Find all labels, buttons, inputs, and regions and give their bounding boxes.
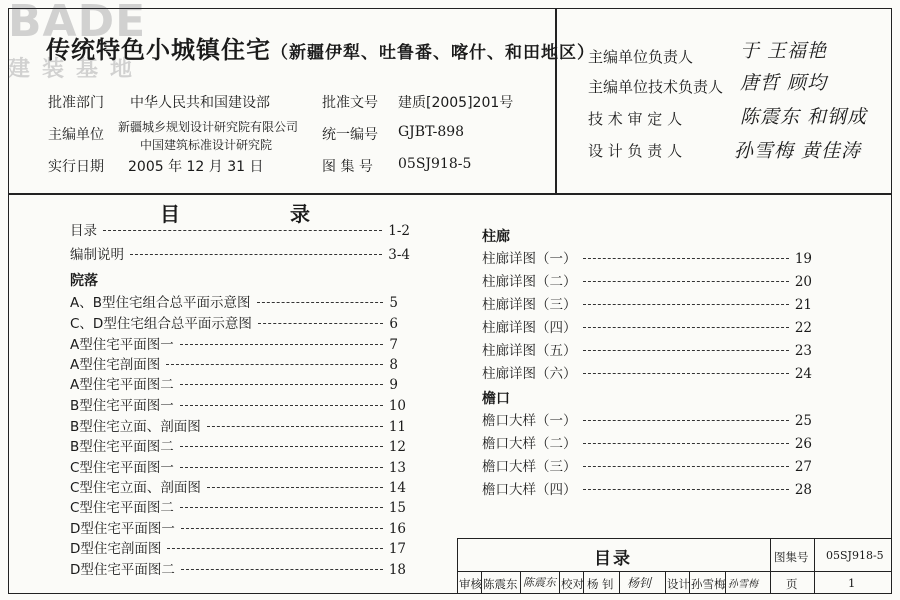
signature-reviewer: 陈震东 和钢成: [740, 106, 868, 128]
page-title: [46, 30, 595, 65]
toc-item[interactable]: A型住宅平面图一 7: [70, 337, 398, 353]
toc-item[interactable]: 柱廊详图（二） 20: [482, 274, 812, 290]
toc-item[interactable]: 柱廊详图（三） 21: [482, 297, 812, 313]
toc-item[interactable]: B型住宅立面、剖面图 11: [70, 419, 406, 435]
tb-page-label: 页: [786, 577, 798, 591]
signature-label-tech-chief: 主编单位技术负责人: [588, 78, 724, 96]
approval-dept-label: 批准部门: [48, 95, 104, 111]
watermark-tagline: 建装基地: [8, 57, 145, 82]
watermark-logo: BADE: [8, 0, 147, 47]
atlas-no: 05SJ918-5: [398, 156, 472, 172]
tb-check-name: 杨 钊: [587, 577, 614, 591]
signature-tech-chief: 唐哲 顾均: [740, 72, 828, 94]
unified-no: GJBT-898: [398, 124, 465, 140]
signature-chief-unit: 于 王福艳: [740, 40, 828, 62]
toc-heading: 目录: [160, 202, 420, 226]
toc-item[interactable]: 柱廊详图（一） 19: [482, 251, 812, 267]
tb-div: [619, 571, 620, 594]
atlas-no-label: 图 集 号: [322, 159, 373, 175]
toc-item[interactable]: 檐口大样（二） 26: [482, 436, 812, 452]
toc-item[interactable]: C型住宅平面图一 13: [70, 460, 406, 476]
toc-section-colonnade: 柱廊: [482, 229, 510, 245]
toc-item[interactable]: C型住宅平面图二 15: [70, 500, 406, 516]
title-block-atlas-label: 图集号: [774, 550, 809, 564]
toc-item[interactable]: C、D型住宅组合总平面示意图 6: [70, 316, 398, 332]
tb-design-signature: 孙雪梅: [728, 579, 758, 590]
approval-doc-label: 批准文号: [322, 95, 378, 111]
tb-design-label: 设计: [667, 577, 690, 591]
title-subtitle: （新疆伊犁、吐鲁番、喀什、和田地区）: [271, 43, 595, 63]
tb-review-label: 审核: [459, 577, 482, 591]
tb-div: [520, 571, 521, 594]
title-block-title: 目录: [594, 549, 632, 569]
unified-no-label: 统一编号: [322, 127, 378, 143]
toc-item[interactable]: 柱廊详图（六） 24: [482, 366, 812, 382]
title-block-vline-1: [770, 538, 771, 594]
toc-item[interactable]: A型住宅平面图二 9: [70, 377, 398, 393]
toc-section-eaves: 檐口: [482, 391, 510, 407]
tb-check-signature: 杨钊: [627, 576, 652, 590]
title-block-vline-2: [814, 538, 815, 594]
title-main-text: 传统特色小城镇住宅: [46, 36, 271, 64]
impl-date-label: 实行日期: [48, 159, 104, 175]
header-divider: [8, 193, 892, 195]
toc-item[interactable]: 檐口大样（三） 27: [482, 459, 812, 475]
toc-item[interactable]: A、B型住宅组合总平面示意图 5: [70, 295, 398, 311]
toc-item[interactable]: 檐口大样（一） 25: [482, 413, 812, 429]
toc-item[interactable]: A型住宅剖面图 8: [70, 357, 398, 373]
title-block-hline: [457, 571, 892, 572]
toc-item[interactable]: 柱廊详图（五） 23: [482, 343, 812, 359]
editor-unit-1: 新疆城乡规划设计研究院有限公司: [118, 120, 299, 134]
approval-dept: 中华人民共和国建设部: [130, 95, 270, 111]
impl-date: 2005 年 12 月 31 日: [128, 159, 264, 175]
toc-item[interactable]: C型住宅立面、剖面图 14: [70, 480, 406, 496]
toc-item[interactable]: B型住宅平面图二 12: [70, 439, 406, 455]
toc-item[interactable]: B型住宅平面图一 10: [70, 398, 406, 414]
tb-review-signature: 陈震东: [523, 576, 556, 589]
tb-check-label: 校对: [561, 577, 584, 591]
tb-design-name: 孙雪梅: [691, 577, 726, 591]
toc-item[interactable]: D型住宅平面图二 18: [70, 562, 406, 578]
toc-item[interactable]: D型住宅剖面图 17: [70, 541, 406, 557]
tb-review-name: 陈震东: [483, 577, 518, 591]
toc-item[interactable]: 柱廊详图（四） 22: [482, 320, 812, 336]
editor-unit-2: 中国建筑标准设计研究院: [140, 138, 273, 152]
signature-label-chief-unit: 主编单位负责人: [588, 48, 694, 66]
signature-designer: 孙雪梅 黄佳涛: [734, 140, 862, 162]
toc-section-courtyard: 院落: [70, 273, 98, 289]
toc-item[interactable]: 编制说明 3-4: [70, 247, 410, 263]
toc-item[interactable]: 檐口大样（四） 28: [482, 482, 812, 498]
toc-item[interactable]: D型住宅平面图一 16: [70, 521, 406, 537]
editor-unit-label: 主编单位: [48, 127, 104, 143]
toc-item[interactable]: 目录 1-2: [70, 223, 410, 239]
signature-label-reviewer: 技 术 审 定 人: [588, 110, 683, 128]
tb-div: [559, 571, 560, 594]
signature-label-designer: 设 计 负 责 人: [588, 142, 683, 160]
tb-page-no: 1: [848, 576, 856, 590]
tb-div: [665, 571, 666, 594]
title-block-atlas-no: 05SJ918-5: [826, 549, 884, 562]
approval-doc: 建质[2005]201号: [398, 95, 514, 111]
